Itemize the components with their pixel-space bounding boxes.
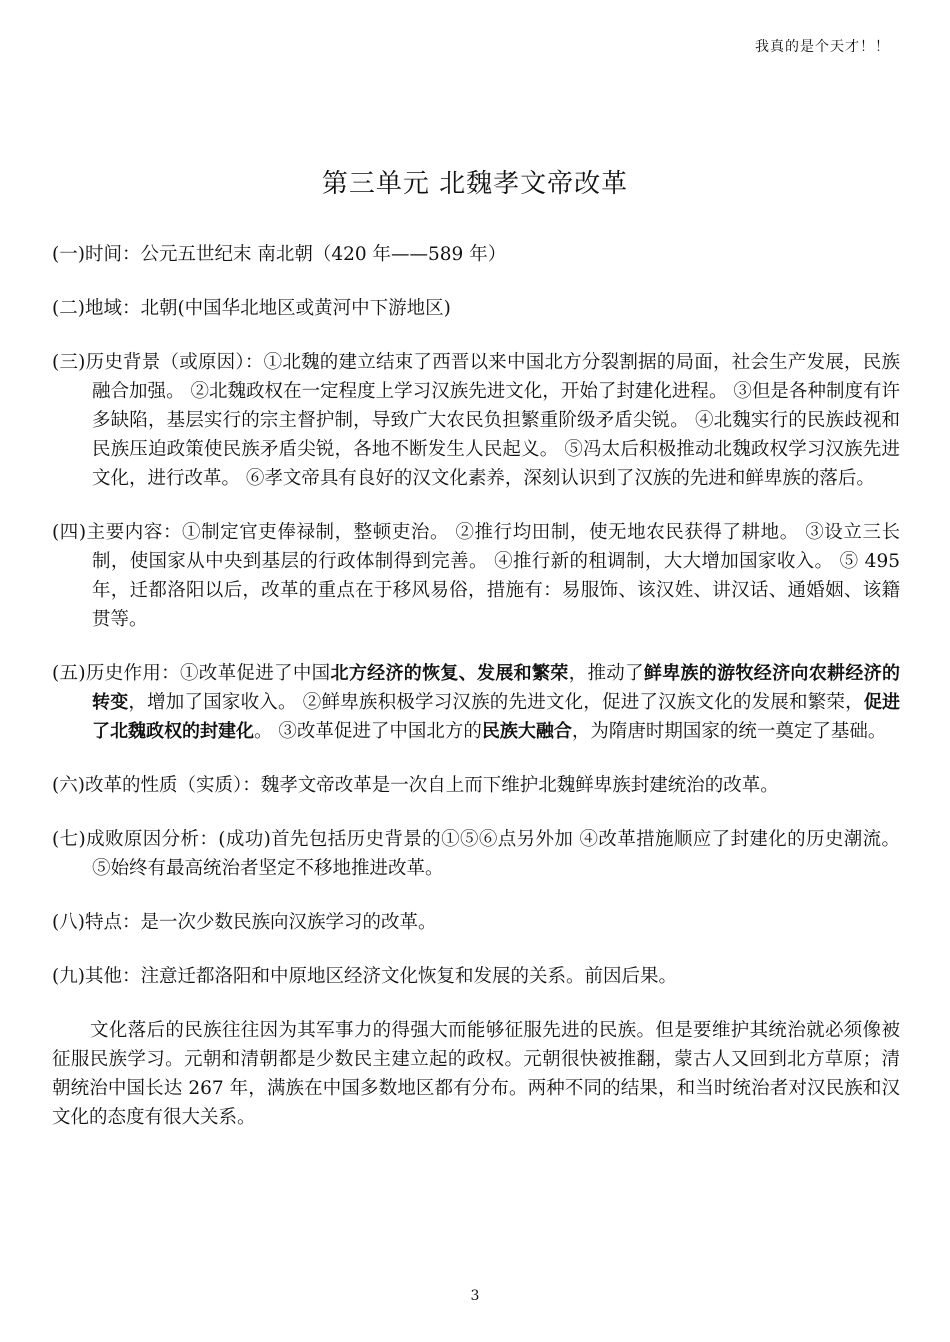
outline-item-text: ，增加了国家收入。 ②鲜卑族积极学习汉族的先进文化，促进了汉族文化的发展和繁荣，	[128, 692, 864, 713]
closing-paragraph: 文化落后的民族往往因为其军事力的得强大而能够征服先进的民族。但是要维护其统治就必须像被征服民族学习。元朝和清朝都是少数民主建立起的政权。元朝很快被推翻，蒙古人又回到北方草原；清朝统治中国长达 267 年，满族在中国多数地区都有分布。两种不同的结果，和当时统治者对汉民族和汉文化的态度有很大关系。	[52, 1020, 900, 1128]
document-body	[52, 240, 900, 1132]
outline-item-text: ，推动了	[568, 663, 644, 684]
outline-item-emphasis: 鲜卑族的游牧经济向农耕经济的转变	[92, 663, 900, 713]
header-note: 我真的是个天才！！	[755, 39, 890, 55]
outline-item-number: (二)	[52, 298, 85, 319]
outline-item-text: 历史作用：①改革促进了中国	[85, 663, 331, 684]
outline-item	[52, 518, 900, 634]
page-title: 第三单元 北魏孝文帝改革	[321, 169, 629, 199]
outline-item	[52, 240, 900, 269]
outline-item	[52, 771, 900, 800]
outline-item	[52, 962, 900, 991]
outline-item	[52, 908, 900, 937]
outline-item-text: 。 ③改革促进了中国北方的	[254, 721, 482, 742]
outline-item-text: 改革的性质（实质）：魏孝文帝改革是一次自上而下维护北魏鲜卑族封建统治的改革。	[84, 775, 779, 796]
outline-item-number: (三)	[52, 352, 86, 373]
outline-item-number: (一)	[52, 244, 85, 265]
outline-item	[52, 659, 900, 746]
outline-item	[52, 294, 900, 323]
outline-item-text: 主要内容：①制定官吏俸禄制，整顿吏治。 ②推行均田制，使无地农民获得了耕地。 ③设立三长制，使国家从中央到基层的行政体制得到完善。 ④推行新的租调制，大大增加国家收入。 ⑤ 495 年，迁都洛阳以后，改革的重点在于移风易俗，措施有：易服饰、该汉姓、讲汉话、通婚姻、该籍贯等。	[86, 522, 901, 630]
outline-item-number: (六)	[52, 775, 85, 796]
outline-item-text: 历史背景（或原因）：①北魏的建立结束了西晋以来中国北方分裂割据的局面，社会生产发展，民族融合加强。 ②北魏政权在一定程度上学习汉族先进文化，开始了封建化进程。 ③但是各种制度有许多缺陷，基层实行的宗主督护制，导致广大农民负担繁重阶级矛盾尖锐。 ④北魏实行的民族歧视和民族压迫政策使民族矛盾尖锐，各地不断发生人民起义。 ⑤冯太后积极推动北魏政权学习汉族先进文化，进行改革。 ⑥孝文帝具有良好的汉文化素养，深刻认识到了汉族的先进和鲜卑族的落后。	[85, 352, 900, 489]
outline-item-emphasis: 北方经济的恢复、发展和繁荣	[330, 663, 569, 684]
outline-item-emphasis: 民族大融合	[481, 721, 572, 742]
outline-item	[52, 348, 900, 493]
outline-list	[52, 240, 900, 991]
outline-item-number: (七)	[52, 829, 86, 850]
page-number: 3	[470, 1288, 480, 1304]
outline-item-number: (五)	[52, 663, 86, 684]
outline-item-text: 其他：注意迁都洛阳和中原地区经济文化恢复和发展的关系。前因后果。	[84, 966, 677, 987]
outline-item-text: 成败原因分析：(成功)首先包括历史背景的①⑤⑥点另外加 ④改革措施顺应了封建化的历史潮流。 ⑤始终有最高统治者坚定不移地推进改革。	[85, 829, 901, 879]
outline-item-number: (九)	[52, 966, 85, 987]
outline-item-text: ，为隋唐时期国家的统一奠定了基础。	[571, 721, 887, 742]
outline-item-number: (四)	[52, 522, 87, 543]
outline-item-emphasis: 促进了北魏政权的封建化	[92, 692, 901, 742]
outline-item-number: (八)	[52, 912, 85, 933]
outline-item-text: 特点：是一次少数民族向汉族学习的改革。	[84, 912, 437, 933]
outline-item-text: 时间：公元五世纪末 南北朝（420 年——589 年）	[84, 244, 507, 265]
outline-item	[52, 825, 900, 883]
outline-item-text: 地域：北朝(中国华北地区或黄河中下游地区)	[84, 298, 451, 319]
